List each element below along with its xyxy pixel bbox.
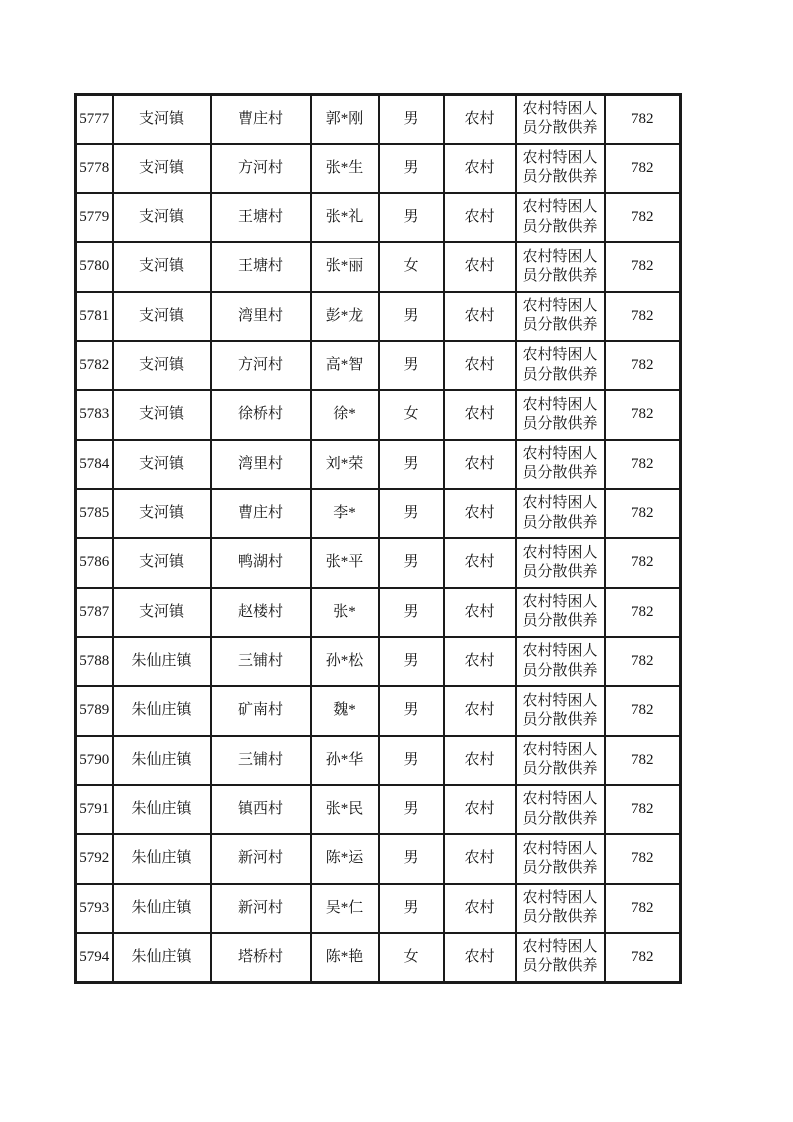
- cell-support-category: 农村特困人员分散供养: [516, 588, 605, 637]
- cell-village: 矿南村: [211, 686, 311, 735]
- cell-amount: 782: [605, 193, 681, 242]
- cell-gender: 男: [379, 588, 444, 637]
- cell-residence-type: 农村: [444, 736, 516, 785]
- table-row: [76, 785, 681, 834]
- cell-serial-number: 5777: [76, 95, 113, 144]
- cell-support-category: 农村特困人员分散供养: [516, 834, 605, 883]
- cell-support-category: 农村特困人员分散供养: [516, 341, 605, 390]
- cell-residence-type: 农村: [444, 242, 516, 291]
- cell-town: 朱仙庄镇: [113, 637, 211, 686]
- cell-town: 支河镇: [113, 588, 211, 637]
- cell-amount: 782: [605, 637, 681, 686]
- cell-town: 支河镇: [113, 242, 211, 291]
- table-row: [76, 834, 681, 883]
- cell-amount: 782: [605, 736, 681, 785]
- table-row: [76, 341, 681, 390]
- cell-person-name: 孙*华: [311, 736, 379, 785]
- cell-gender: 女: [379, 242, 444, 291]
- cell-residence-type: 农村: [444, 538, 516, 587]
- cell-person-name: 陈*运: [311, 834, 379, 883]
- cell-support-category: 农村特困人员分散供养: [516, 736, 605, 785]
- cell-amount: 782: [605, 390, 681, 439]
- cell-residence-type: 农村: [444, 884, 516, 933]
- table-row: [76, 390, 681, 439]
- cell-person-name: 彭*龙: [311, 292, 379, 341]
- cell-gender: 男: [379, 440, 444, 489]
- table-row: [76, 588, 681, 637]
- cell-town: 支河镇: [113, 95, 211, 144]
- cell-serial-number: 5780: [76, 242, 113, 291]
- cell-town: 支河镇: [113, 390, 211, 439]
- table-row: [76, 440, 681, 489]
- cell-amount: 782: [605, 144, 681, 193]
- cell-gender: 男: [379, 736, 444, 785]
- cell-support-category: 农村特困人员分散供养: [516, 933, 605, 982]
- cell-serial-number: 5794: [76, 933, 113, 982]
- cell-serial-number: 5786: [76, 538, 113, 587]
- cell-gender: 男: [379, 95, 444, 144]
- cell-village: 三铺村: [211, 736, 311, 785]
- cell-residence-type: 农村: [444, 489, 516, 538]
- cell-residence-type: 农村: [444, 144, 516, 193]
- cell-village: 三铺村: [211, 637, 311, 686]
- cell-town: 朱仙庄镇: [113, 834, 211, 883]
- cell-amount: 782: [605, 440, 681, 489]
- cell-gender: 男: [379, 538, 444, 587]
- cell-village: 王塘村: [211, 242, 311, 291]
- cell-residence-type: 农村: [444, 588, 516, 637]
- cell-village: 曹庄村: [211, 489, 311, 538]
- cell-residence-type: 农村: [444, 341, 516, 390]
- cell-gender: 男: [379, 193, 444, 242]
- table-row: [76, 292, 681, 341]
- cell-serial-number: 5787: [76, 588, 113, 637]
- cell-town: 朱仙庄镇: [113, 884, 211, 933]
- cell-residence-type: 农村: [444, 834, 516, 883]
- cell-person-name: 张*平: [311, 538, 379, 587]
- cell-residence-type: 农村: [444, 292, 516, 341]
- cell-residence-type: 农村: [444, 193, 516, 242]
- cell-serial-number: 5790: [76, 736, 113, 785]
- table-row: [76, 144, 681, 193]
- cell-gender: 男: [379, 686, 444, 735]
- records-table-body: [76, 95, 681, 983]
- cell-support-category: 农村特困人员分散供养: [516, 144, 605, 193]
- cell-residence-type: 农村: [444, 785, 516, 834]
- cell-village: 新河村: [211, 834, 311, 883]
- cell-serial-number: 5781: [76, 292, 113, 341]
- cell-gender: 女: [379, 933, 444, 982]
- cell-village: 塔桥村: [211, 933, 311, 982]
- cell-village: 鸭湖村: [211, 538, 311, 587]
- cell-serial-number: 5792: [76, 834, 113, 883]
- cell-amount: 782: [605, 933, 681, 982]
- cell-residence-type: 农村: [444, 933, 516, 982]
- cell-town: 支河镇: [113, 489, 211, 538]
- table-row: [76, 736, 681, 785]
- cell-serial-number: 5788: [76, 637, 113, 686]
- cell-person-name: 张*: [311, 588, 379, 637]
- cell-support-category: 农村特困人员分散供养: [516, 292, 605, 341]
- cell-amount: 782: [605, 588, 681, 637]
- cell-amount: 782: [605, 95, 681, 144]
- cell-gender: 男: [379, 489, 444, 538]
- cell-serial-number: 5791: [76, 785, 113, 834]
- cell-person-name: 张*礼: [311, 193, 379, 242]
- cell-village: 徐桥村: [211, 390, 311, 439]
- table-row: [76, 193, 681, 242]
- cell-person-name: 孙*松: [311, 637, 379, 686]
- cell-support-category: 农村特困人员分散供养: [516, 538, 605, 587]
- cell-village: 曹庄村: [211, 95, 311, 144]
- cell-town: 朱仙庄镇: [113, 785, 211, 834]
- cell-town: 支河镇: [113, 341, 211, 390]
- cell-support-category: 农村特困人员分散供养: [516, 95, 605, 144]
- cell-amount: 782: [605, 489, 681, 538]
- cell-amount: 782: [605, 884, 681, 933]
- cell-person-name: 郭*刚: [311, 95, 379, 144]
- cell-support-category: 农村特困人员分散供养: [516, 884, 605, 933]
- table-row: [76, 686, 681, 735]
- cell-village: 方河村: [211, 144, 311, 193]
- cell-serial-number: 5785: [76, 489, 113, 538]
- cell-support-category: 农村特困人员分散供养: [516, 785, 605, 834]
- cell-serial-number: 5778: [76, 144, 113, 193]
- cell-gender: 男: [379, 884, 444, 933]
- records-table: [74, 93, 682, 984]
- table-row: [76, 933, 681, 982]
- cell-person-name: 高*智: [311, 341, 379, 390]
- cell-support-category: 农村特困人员分散供养: [516, 440, 605, 489]
- cell-village: 赵楼村: [211, 588, 311, 637]
- cell-amount: 782: [605, 292, 681, 341]
- cell-gender: 男: [379, 292, 444, 341]
- cell-residence-type: 农村: [444, 637, 516, 686]
- cell-gender: 男: [379, 637, 444, 686]
- cell-support-category: 农村特困人员分散供养: [516, 242, 605, 291]
- cell-support-category: 农村特困人员分散供养: [516, 489, 605, 538]
- cell-person-name: 魏*: [311, 686, 379, 735]
- cell-town: 支河镇: [113, 538, 211, 587]
- cell-town: 朱仙庄镇: [113, 933, 211, 982]
- cell-serial-number: 5793: [76, 884, 113, 933]
- cell-gender: 男: [379, 785, 444, 834]
- cell-serial-number: 5783: [76, 390, 113, 439]
- cell-village: 镇西村: [211, 785, 311, 834]
- table-row: [76, 489, 681, 538]
- cell-village: 湾里村: [211, 440, 311, 489]
- cell-amount: 782: [605, 538, 681, 587]
- cell-amount: 782: [605, 785, 681, 834]
- cell-gender: 男: [379, 834, 444, 883]
- cell-amount: 782: [605, 686, 681, 735]
- table-row: [76, 538, 681, 587]
- cell-person-name: 吴*仁: [311, 884, 379, 933]
- cell-town: 支河镇: [113, 193, 211, 242]
- cell-residence-type: 农村: [444, 686, 516, 735]
- cell-person-name: 陈*艳: [311, 933, 379, 982]
- cell-serial-number: 5784: [76, 440, 113, 489]
- table-row: [76, 242, 681, 291]
- cell-amount: 782: [605, 341, 681, 390]
- cell-support-category: 农村特困人员分散供养: [516, 686, 605, 735]
- cell-residence-type: 农村: [444, 440, 516, 489]
- cell-gender: 女: [379, 390, 444, 439]
- cell-village: 王塘村: [211, 193, 311, 242]
- cell-village: 方河村: [211, 341, 311, 390]
- cell-town: 朱仙庄镇: [113, 736, 211, 785]
- cell-village: 新河村: [211, 884, 311, 933]
- cell-town: 支河镇: [113, 440, 211, 489]
- cell-town: 朱仙庄镇: [113, 686, 211, 735]
- cell-town: 支河镇: [113, 144, 211, 193]
- cell-serial-number: 5782: [76, 341, 113, 390]
- cell-support-category: 农村特困人员分散供养: [516, 637, 605, 686]
- table-row: [76, 884, 681, 933]
- cell-serial-number: 5789: [76, 686, 113, 735]
- cell-residence-type: 农村: [444, 390, 516, 439]
- cell-support-category: 农村特困人员分散供养: [516, 193, 605, 242]
- cell-person-name: 李*: [311, 489, 379, 538]
- cell-serial-number: 5779: [76, 193, 113, 242]
- table-row: [76, 637, 681, 686]
- cell-village: 湾里村: [211, 292, 311, 341]
- cell-person-name: 张*丽: [311, 242, 379, 291]
- cell-amount: 782: [605, 834, 681, 883]
- table-row: [76, 95, 681, 144]
- cell-person-name: 徐*: [311, 390, 379, 439]
- cell-amount: 782: [605, 242, 681, 291]
- cell-support-category: 农村特困人员分散供养: [516, 390, 605, 439]
- cell-person-name: 刘*荣: [311, 440, 379, 489]
- cell-person-name: 张*生: [311, 144, 379, 193]
- cell-residence-type: 农村: [444, 95, 516, 144]
- cell-gender: 男: [379, 341, 444, 390]
- cell-town: 支河镇: [113, 292, 211, 341]
- cell-person-name: 张*民: [311, 785, 379, 834]
- cell-gender: 男: [379, 144, 444, 193]
